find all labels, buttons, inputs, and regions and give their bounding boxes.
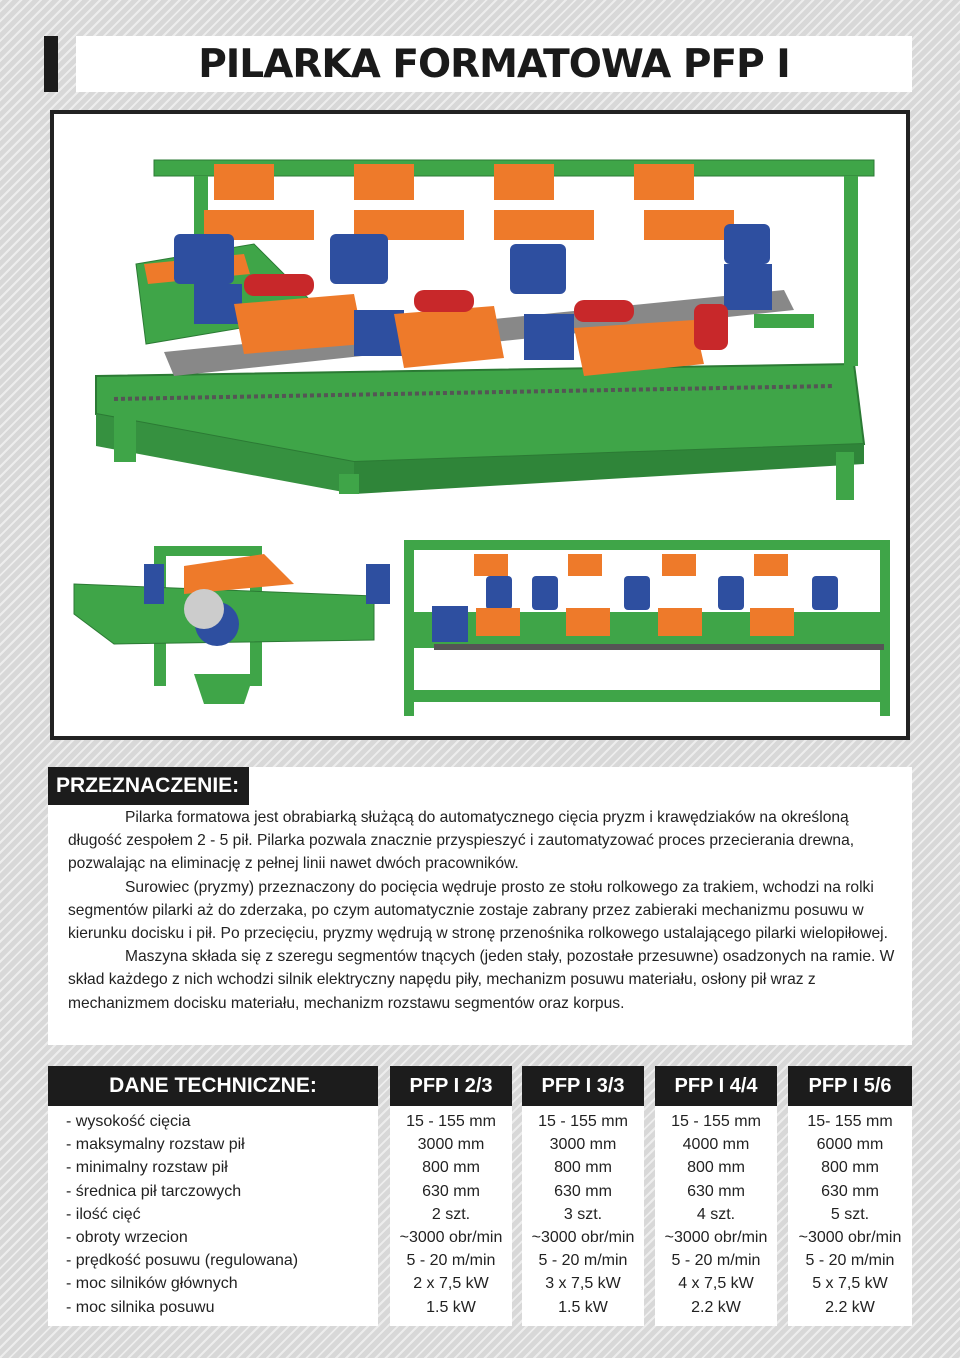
values-list-2 xyxy=(517,1110,649,1319)
spec-value: 3000 mm xyxy=(549,1136,617,1154)
spec-value: 6000 mm xyxy=(816,1136,884,1154)
front-view xyxy=(404,540,890,716)
spec-value: 5 x 7,5 kW xyxy=(812,1275,888,1293)
purpose-body xyxy=(68,806,896,1015)
title-accent-bar xyxy=(44,36,58,92)
specs-heading: DANE TECHNICZNE: xyxy=(48,1066,378,1106)
spec-value: 2 szt. xyxy=(431,1205,471,1223)
spec-value: ~3000 obr/min xyxy=(664,1229,768,1247)
spec-value: 15 - 155 mm xyxy=(406,1113,496,1130)
spec-value: ~3000 obr/min xyxy=(399,1229,503,1247)
spec-value: 4000 mm xyxy=(682,1136,750,1154)
model-header-2: PFP I 3/3 xyxy=(522,1066,644,1106)
values-list-1 xyxy=(385,1110,517,1319)
spec-value: ~3000 obr/min xyxy=(531,1229,635,1247)
spec-value: 2 x 7,5 kW xyxy=(413,1275,489,1293)
purpose-paragraph-2: Surowiec (pryzmy) przeznaczony do pocięcia wędruje prosto ze stołu rolkowego za trakiem, wchodzi na rolki segmentów pilarki aż do zderzaka, po czym automatycznie zostaje zabrany przez zabieraki mechanizmu posuwu w kierunku docisku i pił. Po przecięciu, pryzmy wędrują w stronę przenośnika rolkowego ustalającego pilarki wielopiłowej. xyxy=(68,878,888,943)
spec-value: 630 mm xyxy=(821,1182,879,1200)
param-label: - moc silników głównych xyxy=(66,1275,238,1293)
spec-value: 800 mm xyxy=(687,1159,745,1177)
main-machine-view xyxy=(96,160,874,500)
spec-value: ~3000 obr/min xyxy=(798,1229,902,1247)
side-view xyxy=(74,546,390,704)
spec-value: 800 mm xyxy=(821,1159,879,1177)
segment-2 xyxy=(330,164,504,368)
spec-value: 1.5 kW xyxy=(558,1298,608,1316)
spec-value: 4 szt. xyxy=(696,1205,736,1223)
param-label: - ilość cięć xyxy=(66,1205,141,1223)
param-label: - obroty wrzecion xyxy=(66,1229,188,1247)
values-list-4 xyxy=(783,1110,917,1319)
spec-value: 3 x 7,5 kW xyxy=(545,1275,621,1293)
spec-value: 3 szt. xyxy=(563,1205,603,1223)
front-segment-1 xyxy=(474,554,520,636)
spec-value: 3000 mm xyxy=(417,1136,485,1154)
spec-value: 15 - 155 mm xyxy=(671,1113,761,1130)
spec-value: 4 x 7,5 kW xyxy=(678,1275,754,1293)
model-header-3: PFP I 4/4 xyxy=(655,1066,777,1106)
param-label: - moc silnika posuwu xyxy=(66,1298,215,1316)
param-list xyxy=(66,1110,298,1319)
spec-value: 1.5 kW xyxy=(426,1298,476,1316)
spec-value: 630 mm xyxy=(687,1182,745,1200)
purpose-paragraph-1: Pilarka formatowa jest obrabiarką służącą do automatycznego cięcia pryzm i krawędziaków na określoną długość zespołem 2 - 5 pił. Pilarka pozwala znacznie przyspieszyć i zautomatyzować proces przecierania drewna, pozwalając na eliminację z pełnej linii nawet dwóch pracowników. xyxy=(68,809,855,873)
purpose-section xyxy=(48,767,912,1045)
purpose-heading: PRZEZNACZENIE: xyxy=(48,767,249,805)
spec-value: 15 - 155 mm xyxy=(538,1113,628,1130)
param-label: - wysokość cięcia xyxy=(66,1113,191,1130)
spec-value: 2.2 kW xyxy=(691,1298,741,1316)
page-title: PILARKA FORMATOWA PFP I xyxy=(198,42,790,87)
spec-value: 15- 155 mm xyxy=(807,1113,893,1130)
spec-value: 5 - 20 m/min xyxy=(538,1252,628,1270)
spec-value: 630 mm xyxy=(422,1182,480,1200)
spec-value: 5 - 20 m/min xyxy=(671,1252,761,1270)
machine-illustration-panel xyxy=(50,110,910,740)
spec-value: 800 mm xyxy=(554,1159,612,1177)
spec-value: 2.2 kW xyxy=(825,1298,875,1316)
param-label: - maksymalny rozstaw pił xyxy=(66,1136,245,1154)
model-header-1: PFP I 2/3 xyxy=(390,1066,512,1106)
spec-value: 5 - 20 m/min xyxy=(406,1252,496,1270)
spec-value: 800 mm xyxy=(422,1159,480,1177)
param-label: - minimalny rozstaw pił xyxy=(66,1159,228,1177)
model-header-4: PFP I 5/6 xyxy=(788,1066,912,1106)
param-label: - prędkość posuwu (regulowana) xyxy=(66,1252,299,1270)
spec-value: 630 mm xyxy=(554,1182,612,1200)
values-list-3 xyxy=(650,1110,782,1319)
machine-illustration xyxy=(54,114,906,736)
purpose-paragraph-3: Maszyna składa się z szeregu segmentów tnących (jeden stały, pozostałe przesuwne) osadzonych na ramie. W skład każdego z nich wchodzi silnik elektryczny napędu piły, mechanizm posuwu materiału, osłony pił wraz z mechanizmem docisku materiału, mechanizm rozstawu segmentów oraz korpus. xyxy=(68,948,895,1012)
param-label: - średnica pił tarczowych xyxy=(66,1182,242,1200)
spec-value: 5 - 20 m/min xyxy=(805,1252,895,1270)
spec-value: 5 szt. xyxy=(830,1205,870,1223)
title-banner xyxy=(76,36,912,92)
